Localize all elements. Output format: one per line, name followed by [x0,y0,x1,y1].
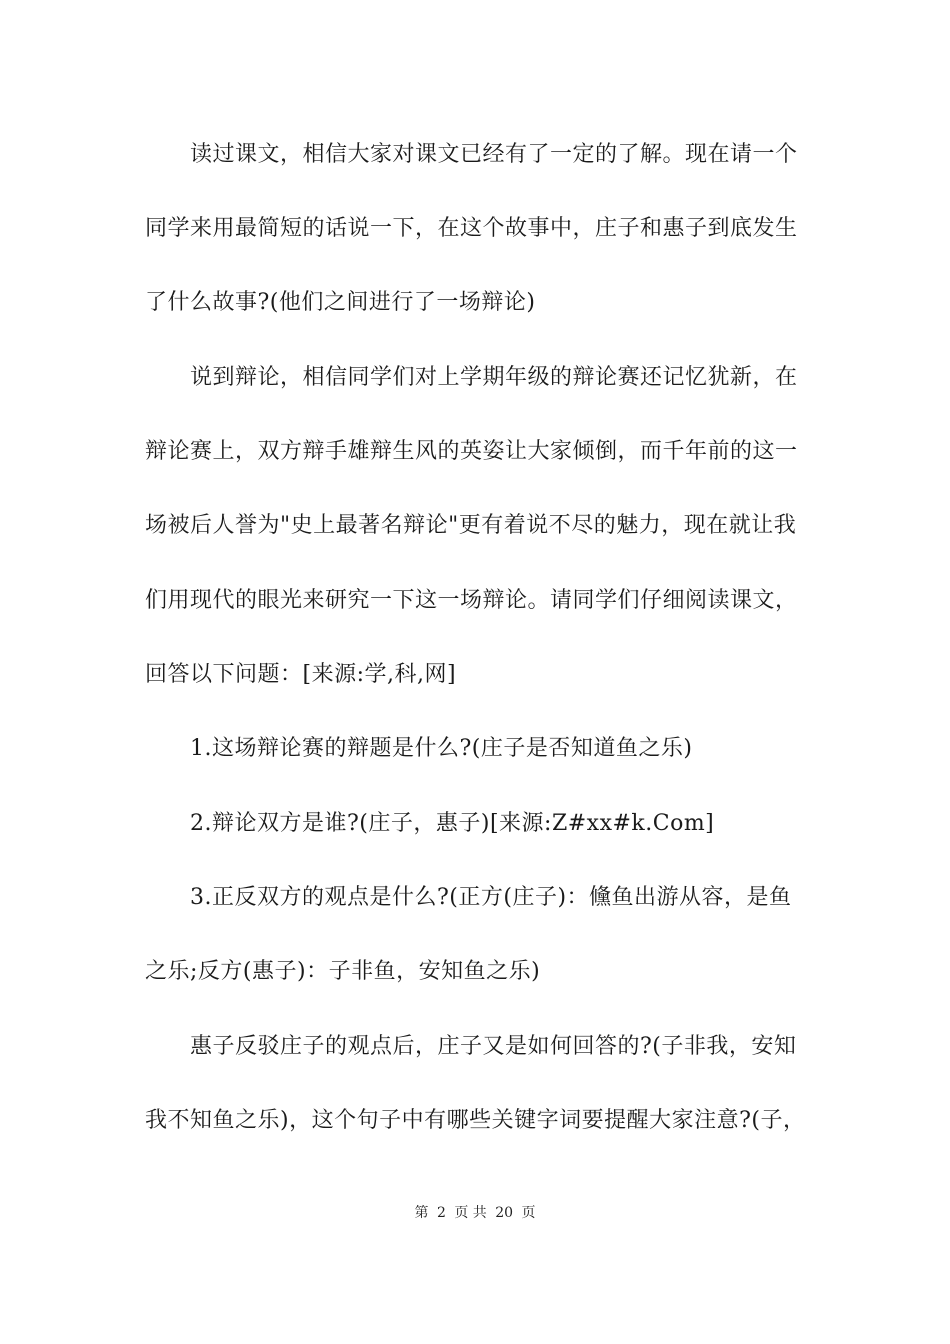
footer-suffix: 页 [521,1205,536,1221]
paragraph-2-line-3: 场被后人誉为"史上最著名辩论"更有着说不尽的魅力，现在就让我 [145,513,797,538]
footer-prefix: 第 [414,1205,429,1221]
footer-total-pages: 20 [495,1205,514,1221]
page-footer [0,1203,950,1223]
paragraph-2-line-1: 说到辩论，相信同学们对上学期年级的辩论赛还记忆犹新，在 [190,365,798,390]
paragraph-3-line-2: 我不知鱼之乐)，这个句子中有哪些关键字词要提醒大家注意?(子， [145,1108,806,1133]
paragraph-3-line-1: 惠子反驳庄子的观点后，庄子又是如何回答的?(子非我，安知 [190,1034,797,1059]
footer-current-page: 2 [436,1205,446,1221]
paragraph-1-line-3: 了什么故事?(他们之间进行了一场辩论) [145,290,536,315]
question-3-line-1: 3.正反双方的观点是什么?(正方(庄子)：儵鱼出游从容，是鱼 [190,885,792,910]
paragraph-1-line-1: 读过课文，相信大家对课文已经有了一定的了解。现在请一个 [190,142,798,167]
paragraph-2-line-4: 们用现代的眼光来研究一下这一场辩论。请同学们仔细阅读课文， [145,588,798,613]
footer-middle: 页 共 [454,1205,487,1221]
paragraph-2-line-5: 回答以下问题：[来源:学,科,网] [145,662,457,687]
question-2: 2.辩论双方是谁?(庄子，惠子)[来源:Z#xx#k.Com] [190,811,715,836]
paragraph-1-line-2: 同学来用最简短的话说一下，在这个故事中，庄子和惠子到底发生 [145,216,798,241]
paragraph-2-line-2: 辩论赛上，双方辩手雄辩生风的英姿让大家倾倒，而千年前的这一 [145,439,798,464]
question-3-line-2: 之乐;反方(惠子)：子非鱼，安知鱼之乐) [145,959,541,984]
question-1: 1.这场辩论赛的辩题是什么?(庄子是否知道鱼之乐) [190,736,693,761]
